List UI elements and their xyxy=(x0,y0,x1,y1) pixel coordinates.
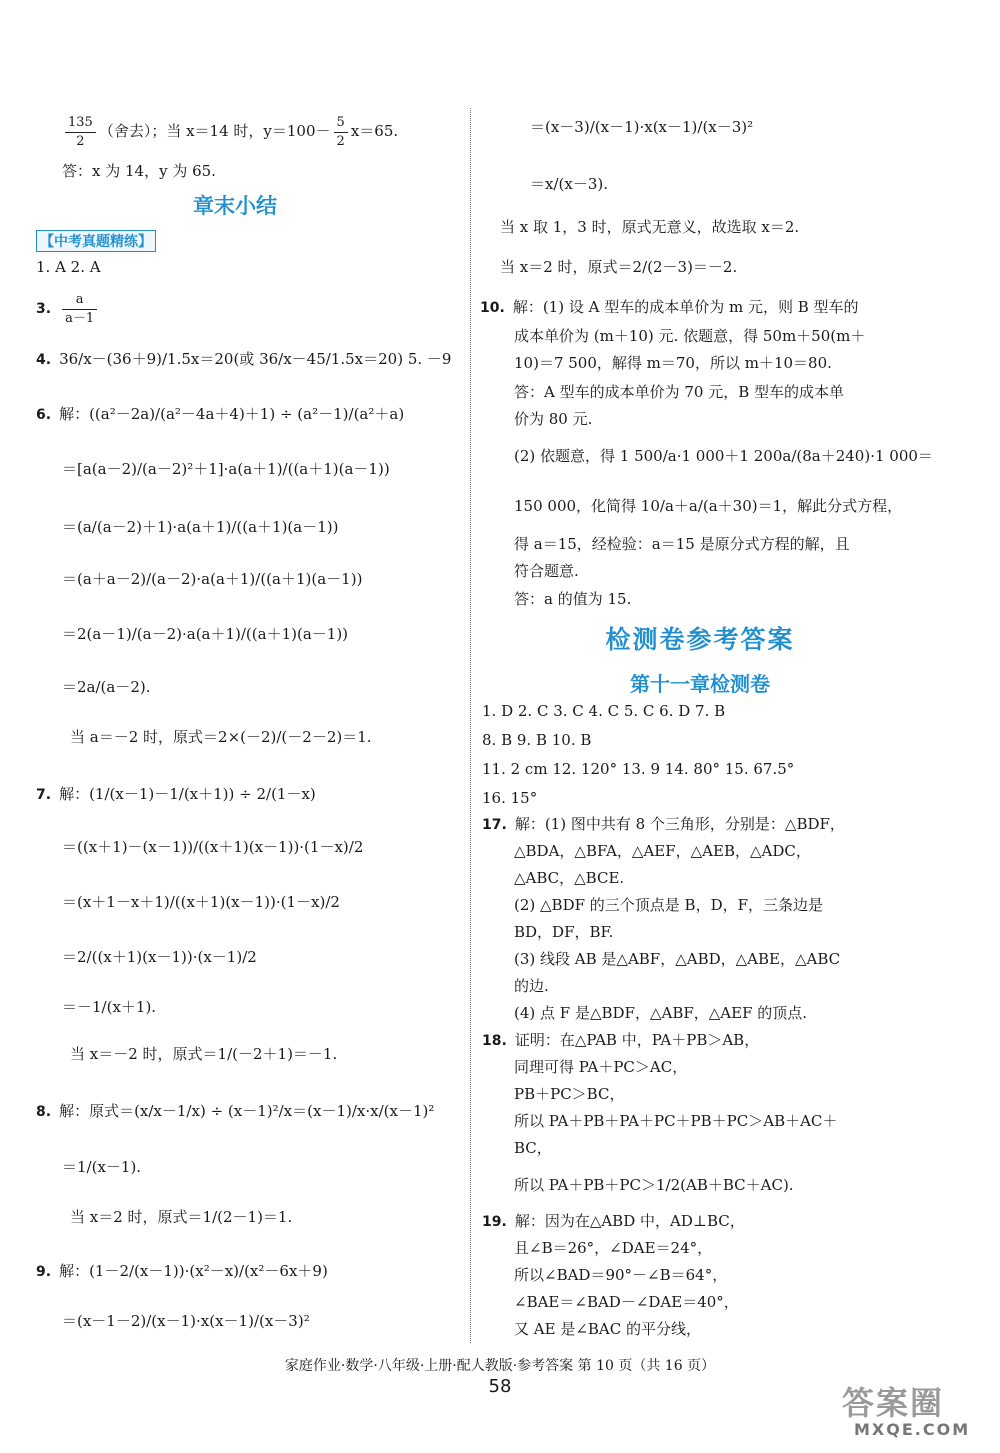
answer-q6-line-1: 6. 解：((a²－2a)/(a²－4a＋4)＋1) ÷ (a²－1)/(a²＋a) xyxy=(36,405,405,423)
answer-q17-line-8: (4) 点 F 是△BDF，△ABF，△AEF 的顶点. xyxy=(514,1004,808,1022)
answer-q17-line-4: (2) △BDF 的三个顶点是 B，D，F，三条边是 xyxy=(514,896,824,914)
watermark-text: 答案圈 xyxy=(842,1384,945,1422)
answer-q7-line-4: ＝2/((x＋1)(x－1))·(x－1)/2 xyxy=(62,948,257,966)
answer-q6-line-6: ＝2a/(a－2). xyxy=(62,678,151,696)
answer-q18-line-2: 同理可得 PA＋PC＞AC， xyxy=(514,1058,688,1076)
test-answers-title: 检测卷参考答案 xyxy=(605,625,795,654)
answer-q7-line-5: ＝－1/(x＋1). xyxy=(62,998,157,1016)
watermark-logo xyxy=(842,1378,982,1444)
test-answers-11-15: 11. 2 cm 12. 120° 13. 9 14. 80° 15. 67.5° xyxy=(482,760,795,778)
answer-q8-line-1: 8. 解：原式＝(x/x－1/x) ÷ (x－1)²/x＝(x－1)/x·x/(x－1)² xyxy=(36,1102,435,1120)
answer-q1-q2: 1. A 2. A xyxy=(36,258,101,276)
answer-q10-line-6: (2) 依题意，得 1 500/a·1 000＋1 200a/(8a＋240)·1 000＝ xyxy=(514,447,933,465)
left-line-1: $\frac{135}{2}$ （舍去）；当 x＝14 时，y＝100－ $\frac{5}{2}$ x＝65. xyxy=(62,115,398,149)
answer-q10-line-9: 符合题意. xyxy=(514,562,579,580)
answer-q19-line-1: 19. 解：因为在△ABD 中，AD⊥BC， xyxy=(482,1212,745,1230)
fraction: $\frac{135}{2}$ xyxy=(65,115,96,149)
answer-q18-line-6: 所以 PA＋PB＋PC＞1/2(AB＋BC＋AC). xyxy=(514,1176,794,1194)
answer-q18-line-3: PB＋PC＞BC， xyxy=(514,1085,625,1103)
answer-q17-line-1: 17. 解：(1) 图中共有 8 个三角形，分别是：△BDF， xyxy=(482,815,845,833)
answer-q6-line-7: 当 a＝－2 时，原式＝2×(－2)/(－2－2)＝1. xyxy=(70,728,372,746)
left-answer-line: 答：x 为 14，y 为 65. xyxy=(62,162,216,180)
answer-q10-line-7: 150 000，化简得 10/a＋a/(a＋30)＝1，解此分式方程， xyxy=(514,497,903,515)
fraction: $\frac{5}{2}$ xyxy=(334,115,348,149)
answer-q6-line-3: ＝(a/(a－2)＋1)·a(a＋1)/((a＋1)(a－1)) xyxy=(62,518,339,536)
section-tag: 【中考真题精练】 xyxy=(36,230,156,252)
answer-q17-line-6: (3) 线段 AB 是△ABF，△ABD，△ABE，△ABC xyxy=(514,950,841,968)
answer-q10-line-4: 答：A 型车的成本单价为 70 元，B 型车的成本单 xyxy=(514,383,845,401)
answer-q10-line-1: 10. 解：(1) 设 A 型车的成本单价为 m 元，则 B 型车的 xyxy=(480,298,859,316)
answer-q6-line-2: ＝[a(a－2)/(a－2)²＋1]·a(a＋1)/((a＋1)(a－1)) xyxy=(62,460,390,478)
answer-q7-line-2: ＝((x＋1)－(x－1))/((x＋1)(x－1))·(1－x)/2 xyxy=(62,838,364,856)
answer-q8-line-2: ＝1/(x－1). xyxy=(62,1158,142,1176)
answer-q10-line-8: 得 a＝15，经检验：a＝15 是原分式方程的解，且 xyxy=(514,535,850,553)
column-divider xyxy=(470,108,471,1343)
test-answers-1-7: 1. D 2. C 3. C 4. C 5. C 6. D 7. B xyxy=(482,702,726,720)
answer-q10-line-5: 价为 80 元. xyxy=(514,410,593,428)
answer-q17-line-2: △BDA，△BFA，△AEF，△AEB，△ADC， xyxy=(514,842,811,860)
answer-q18-line-4: 所以 PA＋PB＋PA＋PC＋PB＋PC＞AB＋AC＋ xyxy=(514,1112,838,1130)
test-answers-8-10: 8. B 9. B 10. B xyxy=(482,731,592,749)
right-line-3: 当 x 取 1，3 时，原式无意义，故选取 x＝2. xyxy=(500,218,800,236)
answer-q4: 4. 36/x－(36＋9)/1.5x＝20(或 36/x－45/1.5x＝20) 5. －9 xyxy=(36,350,452,368)
answer-q17-line-3: △ABC，△BCE. xyxy=(514,869,625,887)
answer-q3: 3. $\frac{a}{a-1}$ xyxy=(36,292,100,326)
answer-q18-line-1: 18. 证明：在△PAB 中，PA＋PB＞AB， xyxy=(482,1031,760,1049)
answer-q10-line-3: 10)＝7 500，解得 m＝70，所以 m＋10＝80. xyxy=(514,354,832,372)
fraction: $\frac{a}{a-1}$ xyxy=(62,292,97,326)
answer-q17-line-7: 的边. xyxy=(514,977,549,995)
page-footer: 家庭作业·数学·八年级·上册·配人教版·参考答案 第 10 页（共 16 页） xyxy=(284,1358,716,1374)
answer-q10-line-10: 答：a 的值为 15. xyxy=(514,590,632,608)
chapter-summary-title: 章末小结 xyxy=(193,194,277,218)
answer-q18-line-5: BC， xyxy=(514,1139,552,1157)
answer-q7-line-1: 7. 解：(1/(x－1)－1/(x＋1)) ÷ 2/(1－x) xyxy=(36,785,316,803)
page-number: 58 xyxy=(488,1376,512,1397)
right-line-2: ＝x/(x－3). xyxy=(530,175,608,193)
answer-q19-line-3: 所以∠BAD＝90°－∠B＝64°， xyxy=(514,1266,728,1284)
test-answers-16: 16. 15° xyxy=(482,789,538,807)
answer-q19-line-4: ∠BAE＝∠BAD－∠DAE＝40°， xyxy=(514,1293,739,1311)
chapter-11-test-title: 第十一章检测卷 xyxy=(630,672,770,696)
answer-q9-line-2: ＝(x－1－2)/(x－1)·x(x－1)/(x－3)² xyxy=(62,1312,310,1330)
right-line-1: ＝(x－3)/(x－1)·x(x－1)/(x－3)² xyxy=(530,118,754,136)
answer-q8-line-3: 当 x＝2 时，原式＝1/(2－1)＝1. xyxy=(70,1208,293,1226)
answer-q7-line-6: 当 x＝－2 时，原式＝1/(－2＋1)＝－1. xyxy=(70,1045,338,1063)
answer-q10-line-2: 成本单价为 (m＋10) 元. 依题意，得 50m＋50(m＋ xyxy=(514,327,866,345)
answer-q19-line-2: 且∠B＝26°，∠DAE＝24°， xyxy=(514,1239,713,1257)
watermark-url: MXQE.COM xyxy=(854,1420,971,1439)
answer-q17-line-5: BD，DF，BF. xyxy=(514,923,614,941)
right-line-4: 当 x＝2 时，原式＝2/(2－3)＝－2. xyxy=(500,258,738,276)
answer-q9-line-1: 9. 解：(1－2/(x－1))·(x²－x)/(x²－6x＋9) xyxy=(36,1262,328,1280)
answer-q6-line-4: ＝(a＋a－2)/(a－2)·a(a＋1)/((a＋1)(a－1)) xyxy=(62,570,363,588)
answer-q7-line-3: ＝(x＋1－x＋1)/((x＋1)(x－1))·(1－x)/2 xyxy=(62,893,340,911)
answer-q19-line-5: 又 AE 是∠BAC 的平分线， xyxy=(514,1320,701,1338)
answer-q6-line-5: ＝2(a－1)/(a－2)·a(a＋1)/((a＋1)(a－1)) xyxy=(62,625,349,643)
